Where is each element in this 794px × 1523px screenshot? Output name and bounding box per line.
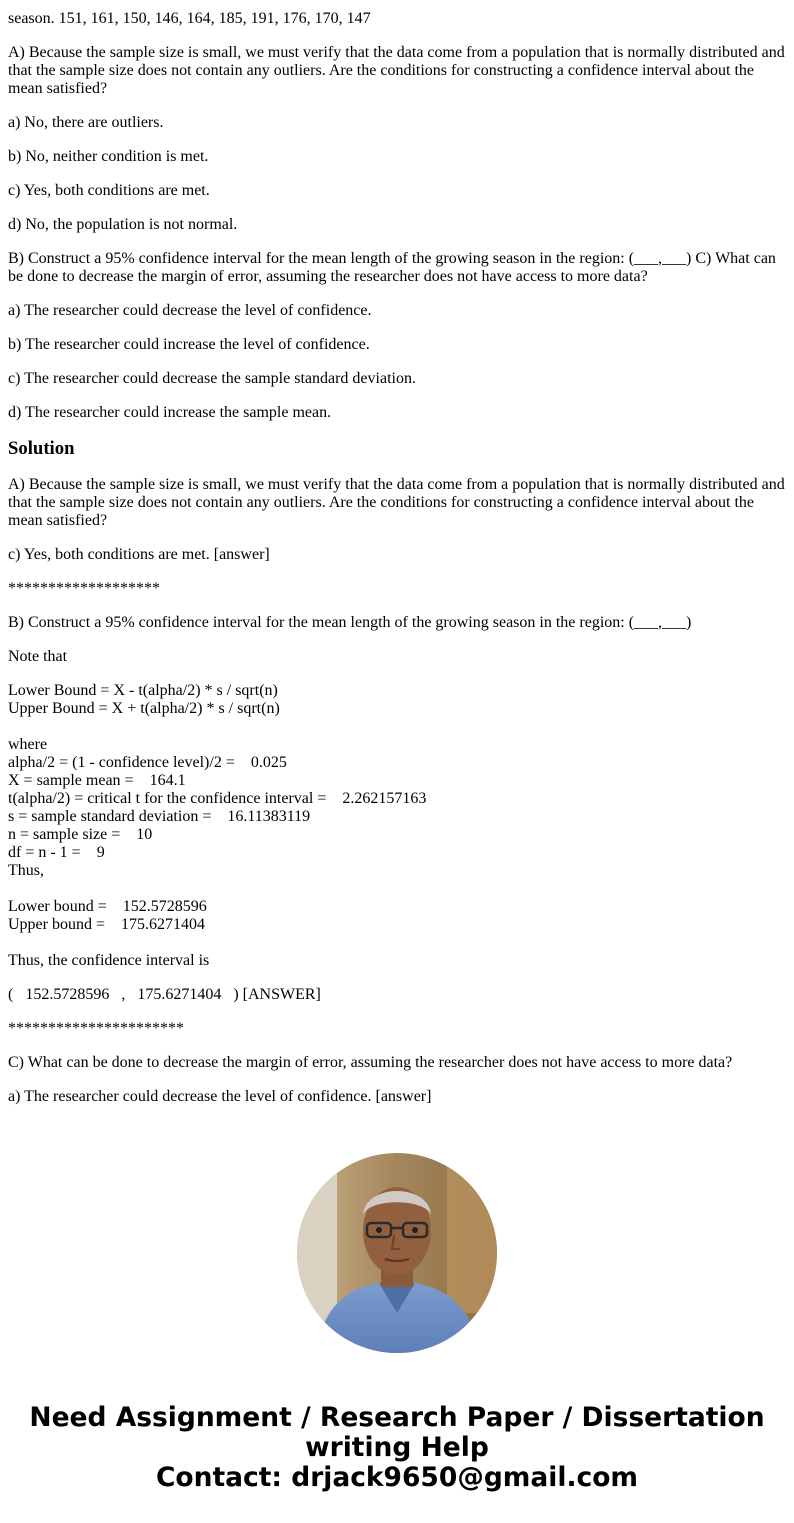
separator: ********************** [8,1020,184,1037]
question-intro: season. 151, 161, 150, 146, 164, 185, 191, 176, 170, 147 [8,10,371,27]
definitions-block [8,736,786,880]
lower-bound-formula: Lower Bound = X - t(alpha/2) * s / sqrt(n) [8,682,278,699]
solution-part-b: B) Construct a 95% confidence interval for the mean length of the growing season in the region: (___,___) [8,614,692,631]
option-c-b: b) The researcher could increase the level of confidence. [8,336,370,353]
option-a-d: d) No, the population is not normal. [8,216,238,233]
note-text: Note that [8,648,68,665]
separator: ******************* [8,580,160,597]
solution-heading: Solution [8,438,75,459]
promo-line-2: writing Help [305,1432,489,1463]
upper-bound-value: Upper bound = 175.6271404 [8,916,206,933]
document-content [8,0,789,1122]
definition-line: X = sample mean = 164.1 [8,772,186,789]
option-c-d: d) The researcher could increase the sample mean. [8,404,332,421]
definition-line: where [8,736,48,753]
question-part-bc: B) Construct a 95% confidence interval for the mean length of the growing season in the region: (___,___) C) What can be done to decrease the margin of error, assuming the researcher does not have access to more data? [8,250,780,285]
option-c-c: c) The researcher could decrease the sample standard deviation. [8,370,416,387]
option-a-a: a) No, there are outliers. [8,114,164,131]
question-part-a: A) Because the sample size is small, we must verify that the data come from a population that is normally distributed and that the sample size does not contain any outliers. Are the conditions for constructing a confidence interval about the mean satisfied? [8,44,789,97]
promo-footer [0,1403,794,1493]
solution-answer-c: a) The researcher could decrease the level of confidence. [answer] [8,1088,432,1105]
option-c-a: a) The researcher could decrease the level of confidence. [8,302,372,319]
definition-line: t(alpha/2) = critical t for the confidence interval = 2.262157163 [8,790,427,807]
upper-bound-formula: Upper Bound = X + t(alpha/2) * s / sqrt(n) [8,700,280,717]
portrait-image [297,1153,497,1353]
definition-line: s = sample standard deviation = 16.11383119 [8,808,311,825]
definition-line: Thus, [8,862,44,879]
formula-block [8,682,786,718]
bounds-block [8,898,786,934]
option-a-c: c) Yes, both conditions are met. [8,182,210,199]
contact-line: Contact: drjack9650@gmail.com [155,1462,639,1493]
solution-part-a: A) Because the sample size is small, we must verify that the data come from a population that is normally distributed and that the sample size does not contain any outliers. Are the conditions for constructing a confidence interval about the mean satisfied? [8,476,789,529]
cut-off-line [8,0,786,10]
question-intro-fragment [8,0,786,10]
definition-line: df = n - 1 = 9 [8,844,105,861]
confidence-interval: ( 152.5728596 , 175.6271404 ) [ANSWER] [8,986,321,1003]
solution-part-c: C) What can be done to decrease the margin of error, assuming the researcher does not have access to more data? [8,1054,733,1071]
ci-intro: Thus, the confidence interval is [8,952,210,969]
option-a-b: b) No, neither condition is met. [8,148,209,165]
lower-bound-value: Lower bound = 152.5728596 [8,898,207,915]
definition-line: n = sample size = 10 [8,826,153,843]
author-photo [297,1153,497,1353]
definition-line: alpha/2 = (1 - confidence level)/2 = 0.025 [8,754,287,771]
promo-line-1: Need Assignment / Research Paper / Dissertation [29,1402,765,1433]
solution-answer-a: c) Yes, both conditions are met. [answer] [8,546,270,563]
